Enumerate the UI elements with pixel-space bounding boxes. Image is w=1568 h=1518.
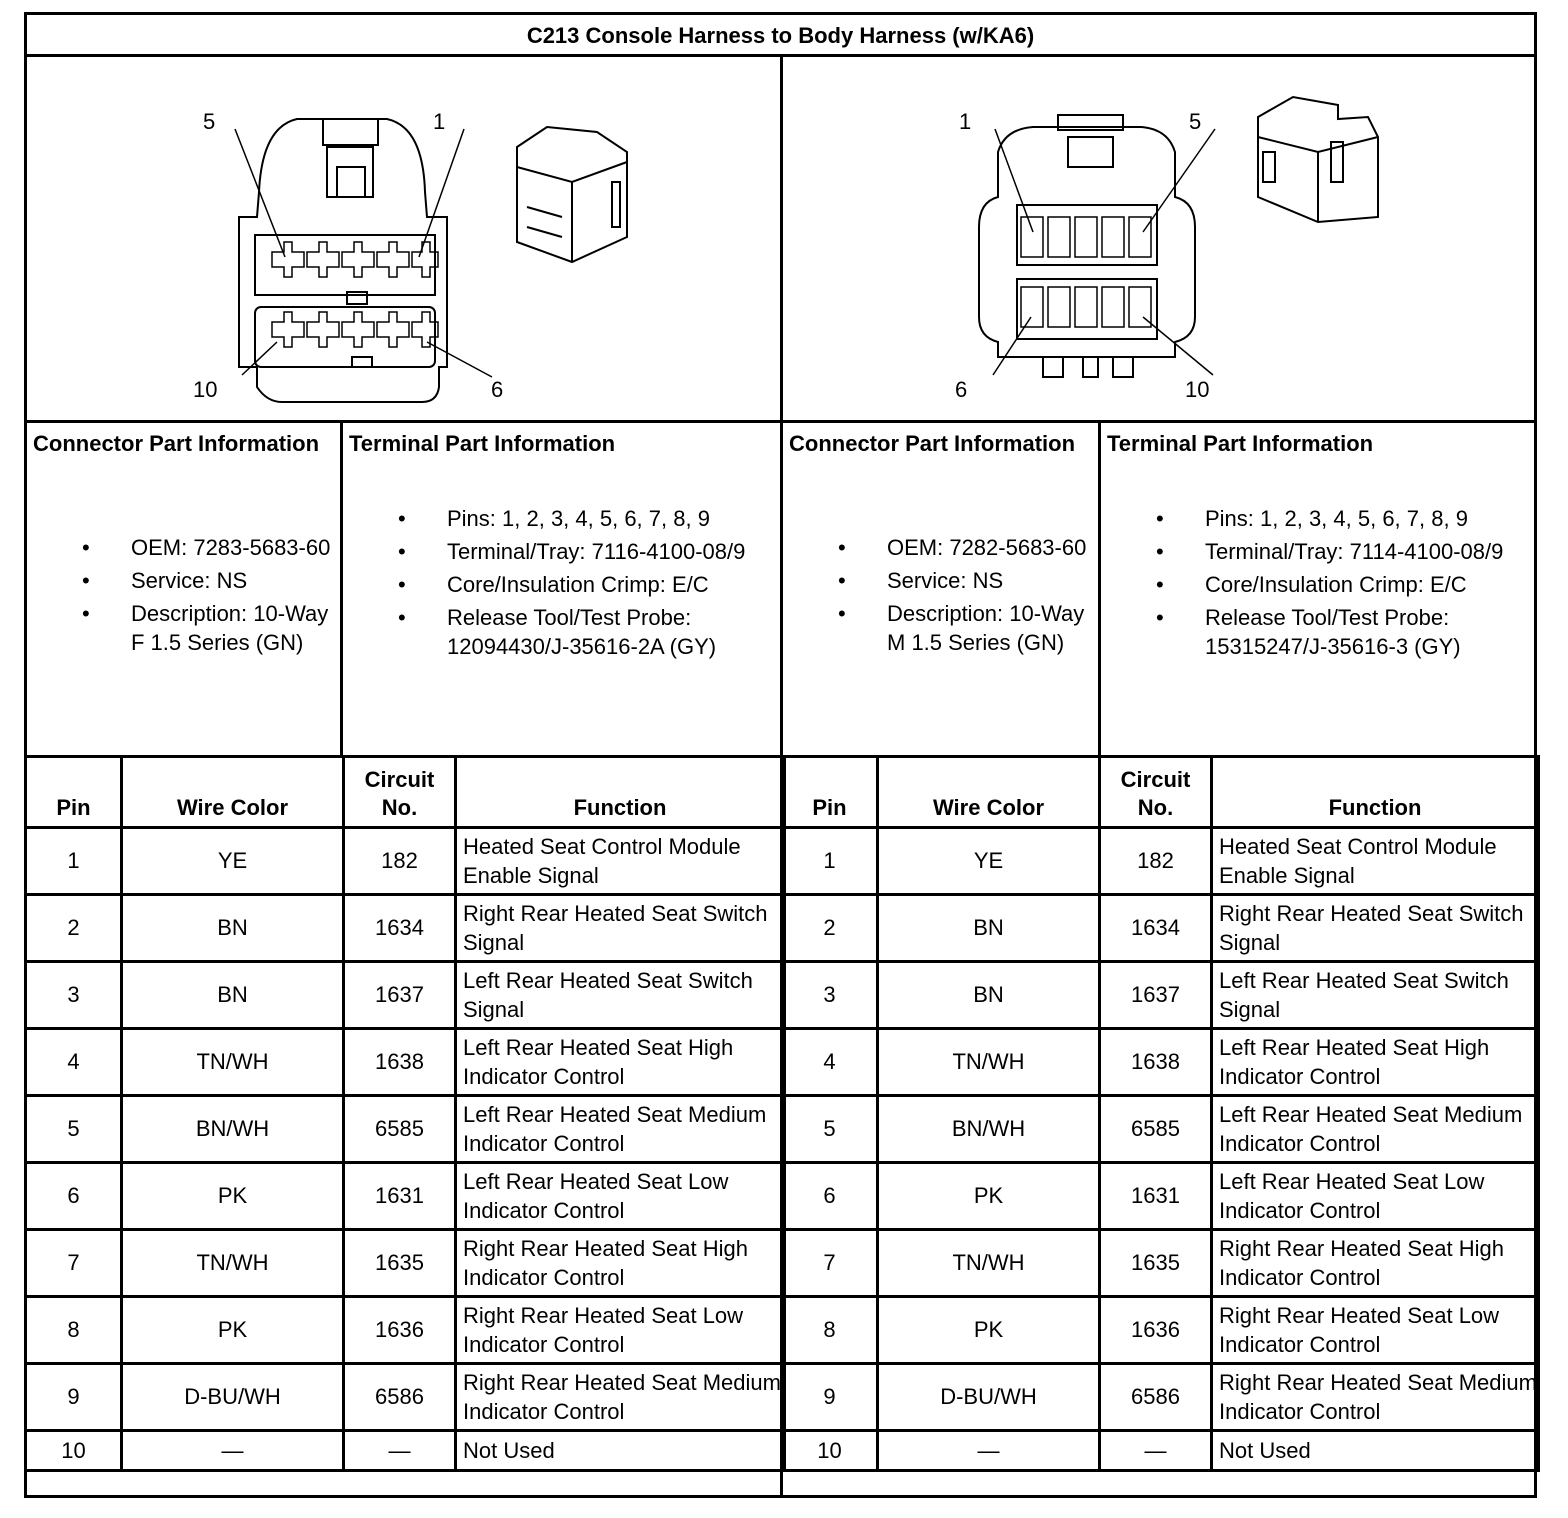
cell-pin: 10: [782, 1431, 878, 1471]
cell-wire-color: YE: [122, 828, 344, 895]
cell-function: Not Used: [456, 1431, 785, 1471]
cell-pin: 9: [782, 1364, 878, 1431]
connector-sheet: [24, 12, 1537, 1498]
info-item: [343, 504, 780, 533]
page-title: C213 Console Harness to Body Harness (w/KA6): [27, 15, 1534, 57]
cell-pin: 6: [26, 1163, 122, 1230]
info-item: [783, 566, 1098, 595]
cell-circuit: 6586: [1100, 1364, 1212, 1431]
pin-label-6-female: 6: [491, 377, 504, 402]
cell-pin: 10: [26, 1431, 122, 1471]
table-row: [26, 895, 785, 962]
cell-pin: 1: [26, 828, 122, 895]
female-connector-diagram: [27, 57, 780, 423]
male-connector-drawing: [783, 57, 1537, 420]
cell-pin: 6: [782, 1163, 878, 1230]
pin-label-5-male: 5: [1189, 109, 1202, 134]
cell-wire-color: D-BU/WH: [878, 1364, 1100, 1431]
table-row: [782, 1163, 1539, 1230]
cell-pin: 5: [782, 1096, 878, 1163]
cell-pin: 8: [26, 1297, 122, 1364]
cell-wire-color: —: [122, 1431, 344, 1471]
info-text: Description: 10-Way M 1.5 Series (GN): [887, 601, 1085, 655]
cell-circuit: 6585: [1100, 1096, 1212, 1163]
connector-info-heading: Connector Part Information: [789, 431, 1076, 456]
cell-function: Left Rear Heated Seat Switch Signal: [456, 962, 785, 1029]
table-row: [26, 1029, 785, 1096]
bullet: •: [398, 572, 406, 597]
bullet: •: [1156, 572, 1164, 597]
table-row: [782, 1364, 1539, 1431]
pin-label-10-female: 10: [193, 377, 218, 402]
cell-circuit: —: [1100, 1431, 1212, 1471]
bullet: •: [838, 535, 846, 560]
cell-pin: 5: [26, 1096, 122, 1163]
bullet: •: [398, 506, 406, 531]
table-row: [782, 1096, 1539, 1163]
connector-info-list: [783, 533, 1098, 661]
table-row: [26, 1297, 785, 1364]
info-text: Description: 10-Way F 1.5 Series (GN): [131, 601, 329, 655]
cell-circuit: 1634: [344, 895, 456, 962]
table-row: [782, 1230, 1539, 1297]
table-row: [26, 1230, 785, 1297]
bullet: •: [838, 601, 846, 626]
pin-label-1-male: 1: [959, 109, 972, 134]
cell-pin: 4: [26, 1029, 122, 1096]
cell-circuit: 1635: [1100, 1230, 1212, 1297]
cell-wire-color: TN/WH: [122, 1230, 344, 1297]
male-pinout-table: [780, 755, 1540, 1472]
cell-function: Right Rear Heated Seat High Indicator Control: [1212, 1230, 1539, 1297]
col-header-function: Function: [1212, 757, 1539, 828]
terminal-info-heading: Terminal Part Information: [1107, 431, 1374, 456]
info-item: [343, 603, 780, 661]
info-text: OEM: 7283-5683-60: [131, 535, 331, 560]
left-connector-info: [27, 423, 340, 755]
cell-pin: 8: [782, 1297, 878, 1364]
cell-wire-color: PK: [122, 1297, 344, 1364]
bullet: •: [1156, 605, 1164, 630]
cell-wire-color: PK: [122, 1163, 344, 1230]
bullet: •: [82, 568, 90, 593]
info-item: [27, 533, 340, 562]
connector-info-heading: Connector Part Information: [33, 431, 320, 456]
info-text: Terminal/Tray: 7114-4100-08/9: [1205, 539, 1504, 564]
cell-function: Right Rear Heated Seat Medium Indicator Control: [1212, 1364, 1539, 1431]
cell-function: Right Rear Heated Seat Switch Signal: [456, 895, 785, 962]
info-item: [1101, 504, 1534, 533]
table-row: [782, 1297, 1539, 1364]
cell-circuit: 6586: [344, 1364, 456, 1431]
col-header-wire-color: Wire Color: [878, 757, 1100, 828]
col-header-pin: Pin: [782, 757, 878, 828]
table-row: [26, 1431, 785, 1471]
table-row: [782, 828, 1539, 895]
cell-pin: 9: [26, 1364, 122, 1431]
info-text: Release Tool/Test Probe: 12094430/J-35616-2A (GY): [447, 605, 717, 659]
cell-circuit: 1635: [344, 1230, 456, 1297]
cell-pin: 2: [26, 895, 122, 962]
pin-label-10-male: 10: [1185, 377, 1210, 402]
right-connector-info: [783, 423, 1098, 755]
bullet: •: [398, 605, 406, 630]
cell-pin: 1: [782, 828, 878, 895]
info-item: [343, 537, 780, 566]
male-connector-diagram: [783, 57, 1537, 423]
cell-circuit: 1636: [344, 1297, 456, 1364]
cell-function: Left Rear Heated Seat High Indicator Control: [1212, 1029, 1539, 1096]
bullet: •: [838, 568, 846, 593]
cell-wire-color: PK: [878, 1297, 1100, 1364]
col-header-circuit: Circuit No.: [1100, 757, 1212, 828]
cell-wire-color: TN/WH: [878, 1230, 1100, 1297]
cell-pin: 3: [782, 962, 878, 1029]
cell-wire-color: TN/WH: [122, 1029, 344, 1096]
cell-function: Not Used: [1212, 1431, 1539, 1471]
pin-label-6-male: 6: [955, 377, 968, 402]
connector-info-list: [27, 533, 340, 661]
cell-wire-color: TN/WH: [878, 1029, 1100, 1096]
table-row: [26, 1163, 785, 1230]
male-connector-3d-view: [1258, 97, 1378, 222]
pin-label-5-female: 5: [203, 109, 216, 134]
right-terminal-info: [1101, 423, 1534, 755]
info-item: [27, 566, 340, 595]
info-item: [1101, 603, 1534, 661]
cell-circuit: 1638: [344, 1029, 456, 1096]
info-item: [1101, 570, 1534, 599]
info-item: [27, 599, 340, 657]
cell-circuit: 1636: [1100, 1297, 1212, 1364]
info-item: [343, 570, 780, 599]
cell-function: Right Rear Heated Seat High Indicator Control: [456, 1230, 785, 1297]
table-row: [26, 1364, 785, 1431]
cell-function: Left Rear Heated Seat Low Indicator Control: [456, 1163, 785, 1230]
terminal-info-heading: Terminal Part Information: [349, 431, 616, 456]
bullet: •: [82, 535, 90, 560]
cell-function: Left Rear Heated Seat Medium Indicator Control: [1212, 1096, 1539, 1163]
cell-wire-color: PK: [878, 1163, 1100, 1230]
info-text: Pins: 1, 2, 3, 4, 5, 6, 7, 8, 9: [447, 506, 710, 531]
female-pinout-table: [24, 755, 786, 1472]
terminal-info-list: [1101, 504, 1534, 665]
info-text: Service: NS: [131, 568, 248, 593]
cell-function: Right Rear Heated Seat Low Indicator Control: [1212, 1297, 1539, 1364]
info-text: OEM: 7282-5683-60: [887, 535, 1087, 560]
cell-circuit: 6585: [344, 1096, 456, 1163]
cell-function: Heated Seat Control Module Enable Signal: [456, 828, 785, 895]
left-terminal-info: [343, 423, 780, 755]
table-row: [26, 1096, 785, 1163]
table-row: [782, 1431, 1539, 1471]
table-row: [782, 895, 1539, 962]
cell-function: Heated Seat Control Module Enable Signal: [1212, 828, 1539, 895]
cell-wire-color: —: [878, 1431, 1100, 1471]
info-text: Service: NS: [887, 568, 1004, 593]
cell-pin: 4: [782, 1029, 878, 1096]
bullet: •: [398, 539, 406, 564]
cell-circuit: 1631: [344, 1163, 456, 1230]
cell-circuit: 1634: [1100, 895, 1212, 962]
col-header-pin: Pin: [26, 757, 122, 828]
cell-wire-color: BN/WH: [878, 1096, 1100, 1163]
table-row: [26, 828, 785, 895]
cell-function: Right Rear Heated Seat Medium Indicator Control: [456, 1364, 785, 1431]
cell-circuit: 1638: [1100, 1029, 1212, 1096]
cell-circuit: 182: [1100, 828, 1212, 895]
table-row: [26, 962, 785, 1029]
cell-wire-color: BN: [122, 962, 344, 1029]
cell-circuit: 1637: [344, 962, 456, 1029]
info-text: Pins: 1, 2, 3, 4, 5, 6, 7, 8, 9: [1205, 506, 1468, 531]
cell-circuit: 182: [344, 828, 456, 895]
info-text: Core/Insulation Crimp: E/C: [1205, 572, 1467, 597]
cell-circuit: 1631: [1100, 1163, 1212, 1230]
female-connector-3d-view: [517, 127, 627, 262]
cell-function: Left Rear Heated Seat Low Indicator Control: [1212, 1163, 1539, 1230]
female-connector-drawing: [27, 57, 780, 420]
cell-function: Left Rear Heated Seat High Indicator Control: [456, 1029, 785, 1096]
cell-wire-color: BN: [878, 962, 1100, 1029]
cell-wire-color: BN: [878, 895, 1100, 962]
terminal-info-list: [343, 504, 780, 665]
col-header-function: Function: [456, 757, 785, 828]
cell-function: Right Rear Heated Seat Low Indicator Control: [456, 1297, 785, 1364]
info-text: Core/Insulation Crimp: E/C: [447, 572, 709, 597]
table-row: [782, 962, 1539, 1029]
cell-pin: 3: [26, 962, 122, 1029]
cell-function: Left Rear Heated Seat Switch Signal: [1212, 962, 1539, 1029]
cell-function: Left Rear Heated Seat Medium Indicator Control: [456, 1096, 785, 1163]
bullet: •: [1156, 506, 1164, 531]
cell-wire-color: YE: [878, 828, 1100, 895]
cell-wire-color: BN/WH: [122, 1096, 344, 1163]
info-item: [1101, 537, 1534, 566]
col-header-wire-color: Wire Color: [122, 757, 344, 828]
cell-pin: 7: [26, 1230, 122, 1297]
cell-pin: 7: [782, 1230, 878, 1297]
cell-pin: 2: [782, 895, 878, 962]
cell-circuit: 1637: [1100, 962, 1212, 1029]
col-header-circuit: Circuit No.: [344, 757, 456, 828]
info-item: [783, 599, 1098, 657]
info-text: Release Tool/Test Probe: 15315247/J-35616-3 (GY): [1205, 605, 1461, 659]
pin-label-1-female: 1: [433, 109, 446, 134]
bullet: •: [1156, 539, 1164, 564]
bullet: •: [82, 601, 90, 626]
cell-circuit: —: [344, 1431, 456, 1471]
info-item: [783, 533, 1098, 562]
table-row: [782, 1029, 1539, 1096]
info-text: Terminal/Tray: 7116-4100-08/9: [447, 539, 746, 564]
cell-wire-color: BN: [122, 895, 344, 962]
cell-function: Right Rear Heated Seat Switch Signal: [1212, 895, 1539, 962]
cell-wire-color: D-BU/WH: [122, 1364, 344, 1431]
